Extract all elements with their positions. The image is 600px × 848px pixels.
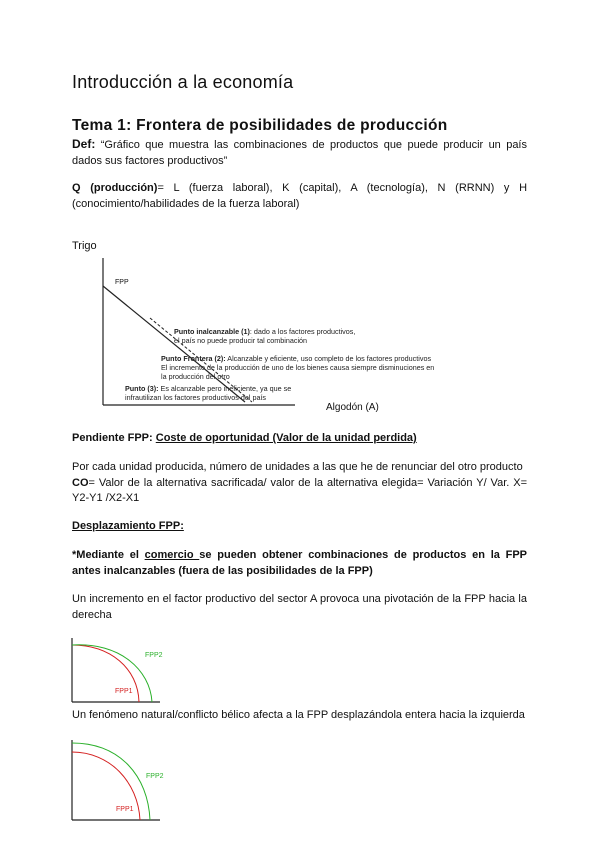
point3-title: Punto (3):: [125, 384, 159, 393]
increment-paragraph: Un incremento en el factor productivo del sector A provoca una pivotación de la FPP hacia la derecha: [72, 593, 527, 621]
trade-word: comercio: [144, 549, 200, 561]
point3-line1: Es alcanzable pero ineficiente, ya que se: [158, 384, 292, 393]
co-term: CO: [72, 476, 89, 489]
document-title: Introducción a la economía: [72, 72, 294, 92]
co-text: = Valor de la alternativa sacrificada/ valor de la alternativa elegida= Variación Y/ Var. X= Y2-Y1 /X2-X1: [72, 476, 527, 504]
chart1-y-label: Trigo: [72, 240, 97, 252]
point3-line2: infrautilizan los factores productivos del país: [125, 393, 267, 402]
chart2-fpp1-label: FPP1: [115, 688, 133, 695]
slope-subtitle: Coste de oportunidad (Valor de la unidad perdida): [155, 432, 417, 444]
chart3-fpp2-label: FPP2: [146, 773, 164, 780]
definition-text: “Gráfico que muestra las combinaciones de productos que puede producir un país dados sus factores productivos”: [72, 139, 527, 167]
chart1-x-label: Algodón (A): [326, 402, 379, 413]
chart3-fpp1-label: FPP1: [116, 806, 134, 813]
opportunity-line1: Por cada unidad producida, número de unidades a las que he de renunciar del otro producto: [72, 461, 523, 473]
point1-line1: : dado a los factores productivos,: [249, 327, 356, 336]
production-text: = L (fuerza laboral), K (capital), A (tecnología), N (RRNN) y H (conocimiento/habilidades de la fuerza laboral): [72, 182, 528, 210]
chart1-fpp-label: FPP: [115, 279, 129, 286]
trade-post: se pueden obtener combinaciones de productos en la FPP antes inalcanzables (fuera de las posibilidades de la FPP): [72, 549, 527, 577]
topic-heading: Tema 1: Frontera de posibilidades de producción: [72, 117, 448, 134]
point2-line2: El incremento de la producción de uno de los bienes causa siempre disminuciones en: [161, 363, 435, 372]
definition-term: Def:: [72, 137, 96, 151]
point1-line2: el país no puede producir tal combinación: [174, 336, 308, 345]
point2-title: Punto Frontera (2):: [161, 354, 226, 363]
trade-pre: *Mediante el: [72, 549, 145, 561]
disaster-paragraph: Un fenómeno natural/conflicto bélico afecta a la FPP desplazándola entera hacia la izquierda: [72, 709, 525, 721]
point1-title: Punto inalcanzable (1): [174, 327, 250, 336]
production-term: Q (producción): [72, 182, 158, 194]
point2-line3: la producción del otro: [161, 372, 230, 381]
chart2-fpp2-label: FPP2: [145, 652, 163, 659]
point2-line1: Alcanzable y eficiente, uso completo de los factores productivos: [225, 354, 432, 363]
slope-title: Pendiente FPP:: [72, 432, 153, 444]
shift-heading: Desplazamiento FPP:: [72, 520, 184, 532]
